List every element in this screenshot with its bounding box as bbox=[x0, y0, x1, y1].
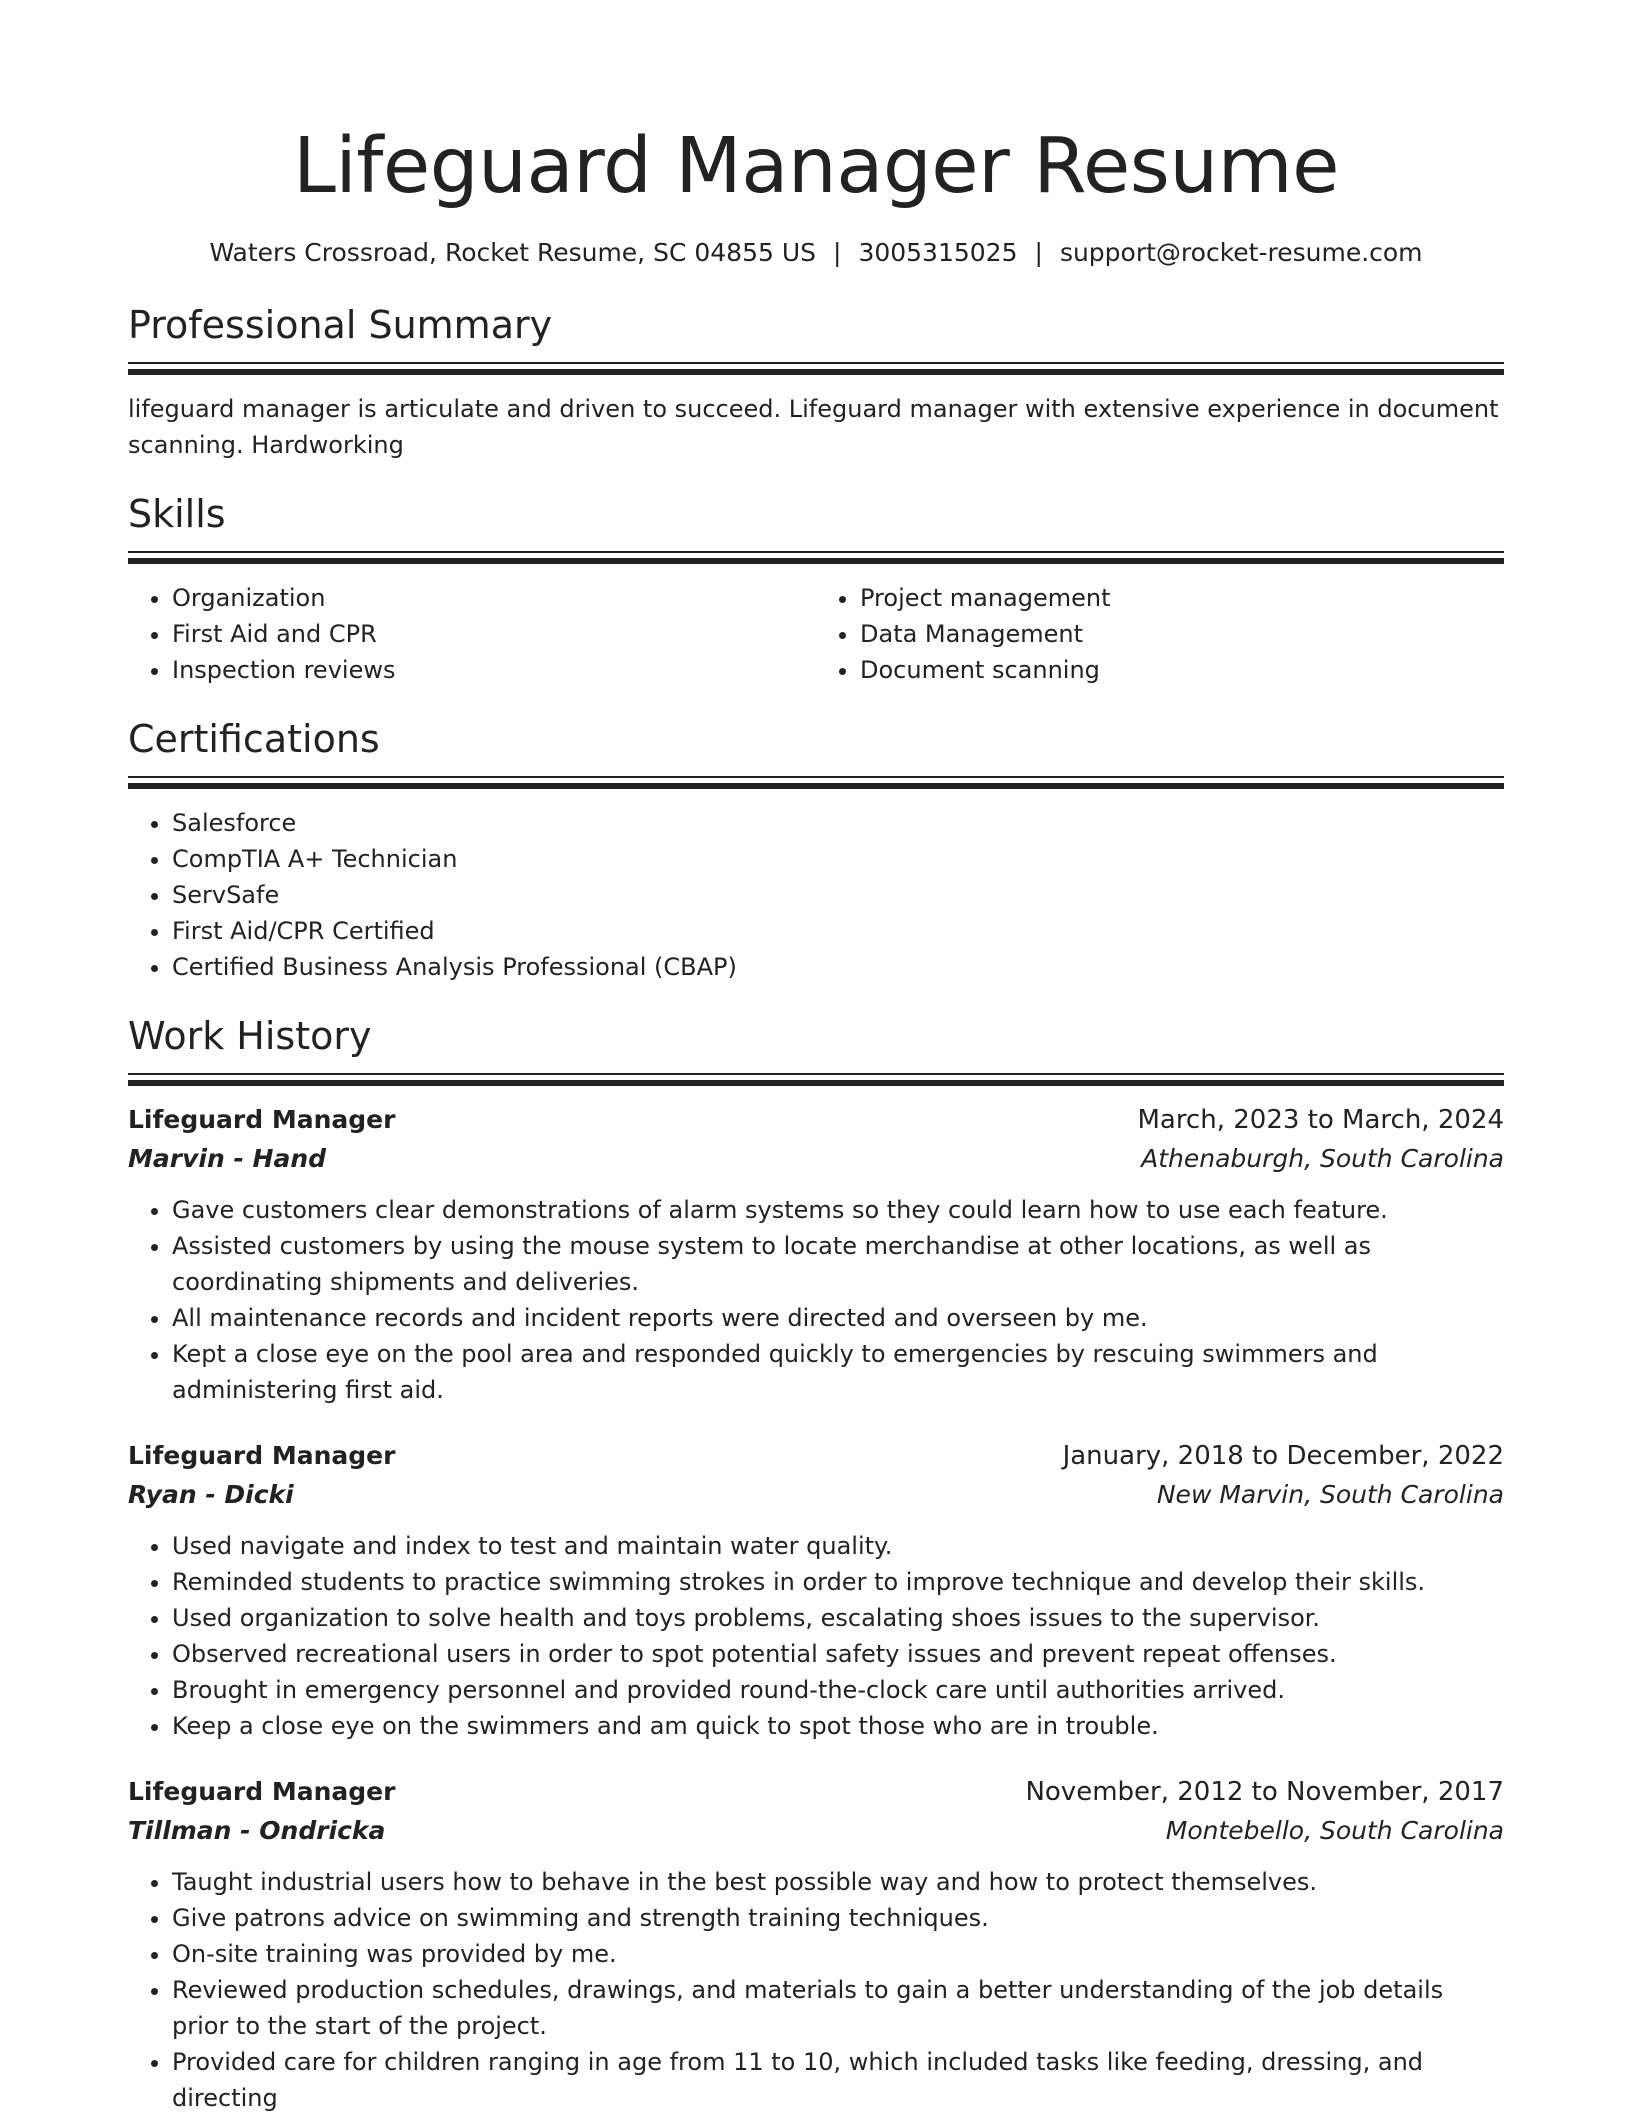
section-divider bbox=[128, 776, 1504, 789]
certification-item: • First Aid/CPR Certified bbox=[172, 913, 1504, 949]
job-location: New Marvin, South Carolina bbox=[1156, 1480, 1504, 1509]
job-bullet: • Observed recreational users in order to spot potential safety issues and prevent repeat offenses. bbox=[172, 1636, 1504, 1672]
job-bullet: • Taught industrial users how to behave in the best possible way and how to protect themselves. bbox=[172, 1864, 1504, 1900]
job-bullet: • Used navigate and index to test and maintain water quality. bbox=[172, 1528, 1504, 1564]
job-header-row bbox=[128, 1436, 1504, 1476]
job-company: Ryan - Dicki bbox=[128, 1480, 294, 1509]
job-company: Tillman - Ondricka bbox=[128, 1816, 386, 1845]
job-bullet: • Kept a close eye on the pool area and responded quickly to emergencies by rescuing swimmers and administering first aid. bbox=[172, 1336, 1504, 1408]
skills-section bbox=[128, 489, 1504, 688]
certification-item: • CompTIA A+ Technician bbox=[172, 841, 1504, 877]
job-bullet: • Brought in emergency personnel and provided round-the-clock care until authorities arrived. bbox=[172, 1672, 1504, 1708]
job-company-row bbox=[128, 1812, 1504, 1850]
job-entry bbox=[128, 1100, 1504, 1408]
skill-item: • Document scanning bbox=[860, 652, 1504, 688]
job-bullet: • Reminded students to practice swimming strokes in order to improve technique and develop their skills. bbox=[172, 1564, 1504, 1600]
section-divider bbox=[128, 362, 1504, 375]
certifications-section bbox=[128, 714, 1504, 985]
section-divider bbox=[128, 1073, 1504, 1086]
work-history-heading: Work History bbox=[128, 1014, 372, 1058]
job-title: Lifeguard Manager bbox=[128, 1105, 396, 1134]
job-company-row bbox=[128, 1140, 1504, 1178]
summary-text: lifeguard manager is articulate and driven to succeed. Lifeguard manager with extensive experience in document scanning. Hardworking bbox=[128, 395, 1499, 459]
job-bullet: • Assisted customers by using the mouse system to locate merchandise at other locations, as well as coordinating shipments and deliveries. bbox=[172, 1228, 1504, 1300]
job-dates: January, 2018 to December, 2022 bbox=[1062, 1441, 1504, 1471]
resume-title: Lifeguard Manager Resume bbox=[293, 122, 1339, 211]
contact-separator: | bbox=[833, 238, 842, 267]
contact-phone: 3005315025 bbox=[858, 238, 1018, 267]
summary-section bbox=[128, 300, 1504, 463]
contact-address: Waters Crossroad, Rocket Resume, SC 04855 US bbox=[209, 238, 816, 267]
skill-item: • First Aid and CPR bbox=[172, 616, 816, 652]
section-divider bbox=[128, 551, 1504, 564]
skill-item: • Inspection reviews bbox=[172, 652, 816, 688]
job-bullet: • On-site training was provided by me. bbox=[172, 1936, 1504, 1972]
certification-item: • ServSafe bbox=[172, 877, 1504, 913]
summary-heading: Professional Summary bbox=[128, 303, 553, 347]
skills-list-left bbox=[128, 580, 816, 688]
certification-item: • Salesforce bbox=[172, 805, 1504, 841]
skill-item: • Data Management bbox=[860, 616, 1504, 652]
job-company-row bbox=[128, 1476, 1504, 1514]
job-title: Lifeguard Manager bbox=[128, 1777, 396, 1806]
job-bullets bbox=[128, 1528, 1504, 1744]
certifications-list bbox=[128, 805, 1504, 985]
skill-item: • Organization bbox=[172, 580, 816, 616]
job-bullet: • Keep a close eye on the swimmers and am quick to spot those who are in trouble. bbox=[172, 1708, 1504, 1744]
certification-item: • Certified Business Analysis Professional (CBAP) bbox=[172, 949, 1504, 985]
certifications-heading: Certifications bbox=[128, 717, 380, 761]
skills-heading: Skills bbox=[128, 492, 226, 536]
job-header-row bbox=[128, 1100, 1504, 1140]
job-entry bbox=[128, 1436, 1504, 1744]
job-bullet: • Gave customers clear demonstrations of alarm systems so they could learn how to use each feature. bbox=[172, 1192, 1504, 1228]
job-location: Athenaburgh, South Carolina bbox=[1141, 1144, 1504, 1173]
job-bullet: • Give patrons advice on swimming and strength training techniques. bbox=[172, 1900, 1504, 1936]
job-bullets bbox=[128, 1864, 1504, 2116]
skills-grid bbox=[128, 580, 1504, 688]
contact-separator: | bbox=[1034, 238, 1043, 267]
job-title: Lifeguard Manager bbox=[128, 1441, 396, 1470]
skills-list-right bbox=[816, 580, 1504, 688]
work-history-section bbox=[128, 1011, 1504, 2116]
job-bullet: • Provided care for children ranging in age from 11 to 10, which included tasks like feeding, dressing, and directing bbox=[172, 2044, 1504, 2116]
job-bullet: • Reviewed production schedules, drawings, and materials to gain a better understanding of the job details prior to the start of the project. bbox=[172, 1972, 1504, 2044]
job-dates: March, 2023 to March, 2024 bbox=[1137, 1105, 1504, 1135]
job-bullet: • All maintenance records and incident reports were directed and overseen by me. bbox=[172, 1300, 1504, 1336]
job-dates: November, 2012 to November, 2017 bbox=[1025, 1777, 1504, 1807]
job-bullet: • Used organization to solve health and toys problems, escalating shoes issues to the supervisor. bbox=[172, 1600, 1504, 1636]
job-company: Marvin - Hand bbox=[128, 1144, 327, 1173]
job-bullets bbox=[128, 1192, 1504, 1408]
contact-email[interactable]: support@rocket-resume.com bbox=[1059, 238, 1423, 267]
job-header-row bbox=[128, 1772, 1504, 1812]
job-entry bbox=[128, 1772, 1504, 2116]
job-location: Montebello, South Carolina bbox=[1165, 1816, 1504, 1845]
contact-line bbox=[128, 236, 1504, 270]
skill-item: • Project management bbox=[860, 580, 1504, 616]
